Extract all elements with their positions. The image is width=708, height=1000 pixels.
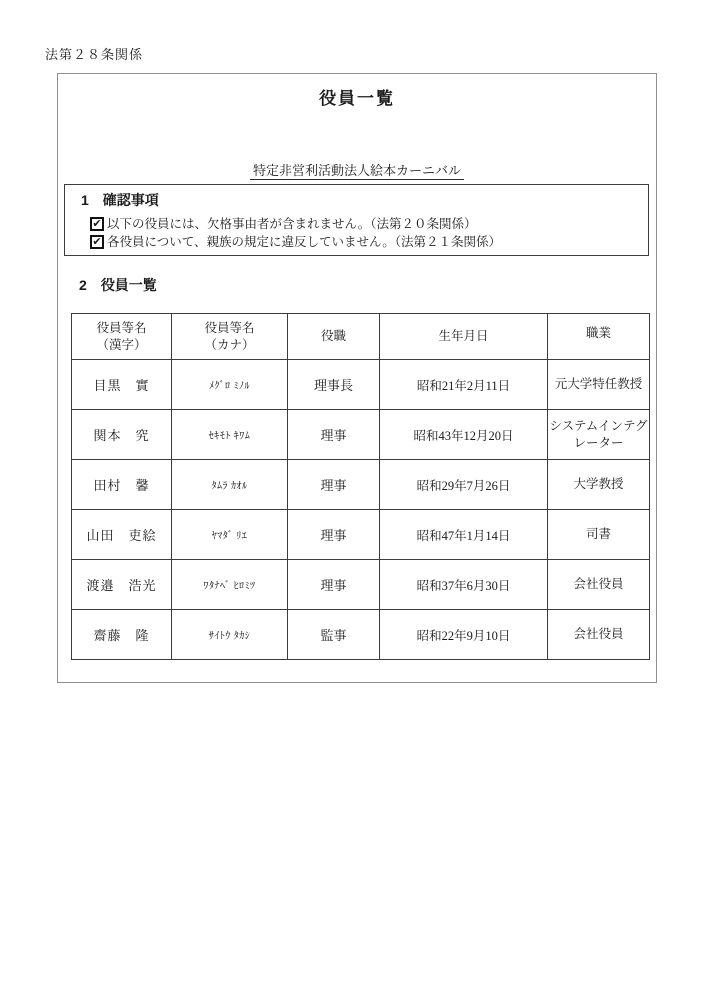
header-text-line: 役員等名	[96, 320, 147, 335]
confirmation-item-text: 以下の役員には、欠格事由者が含まれません。（法第２０条関係）	[107, 217, 477, 231]
confirmation-items	[90, 215, 501, 251]
organization-name	[58, 160, 656, 179]
officer-role: 理事長	[288, 360, 380, 410]
page-title: 役員一覧	[319, 89, 395, 108]
officer-name-kanji: 田村 馨	[72, 460, 172, 510]
confirmation-heading-number: 1	[81, 192, 89, 208]
officer-occupation: システムインテグレーター	[548, 410, 650, 460]
officer-name-kanji: 関本 究	[72, 410, 172, 460]
officers-heading-text: 役員一覧	[100, 277, 157, 293]
col-header-occupation	[548, 314, 650, 360]
col-header-birthdate	[380, 314, 548, 360]
header-text-line: 生年月日	[438, 329, 489, 343]
officer-occupation: 会社役員	[548, 560, 650, 610]
confirmation-heading-text: 確認事項	[102, 192, 159, 208]
officer-occupation: 元大学特任教授	[548, 360, 650, 410]
officer-row	[72, 560, 650, 610]
officer-name-kanji: 目黒 實	[72, 360, 172, 410]
officer-row	[72, 460, 650, 510]
table-header-row	[72, 314, 650, 360]
col-header-name-kana	[172, 314, 288, 360]
confirmation-item	[90, 233, 501, 251]
col-header-role	[288, 314, 380, 360]
officer-name-kanji: 齋藤 隆	[72, 610, 172, 660]
header-text-line: （漢字）	[96, 337, 147, 352]
header-text-line: 役職	[320, 329, 346, 343]
officer-birthdate: 昭和47年1月14日	[380, 510, 548, 560]
confirmation-item	[90, 215, 501, 233]
officer-name-kana: ｻｲﾄｳ ﾀｶｼ	[172, 610, 288, 660]
officer-name-kana: ｾｷﾓﾄ ｷﾜﾑ	[172, 410, 288, 460]
officer-birthdate: 昭和37年6月30日	[380, 560, 548, 610]
officer-name-kanji: 山田 吏絵	[72, 510, 172, 560]
confirmation-item-text: 各役員について、親族の規定に違反していません。（法第２１条関係）	[107, 235, 502, 249]
officer-occupation: 司書	[548, 510, 650, 560]
officer-row	[72, 360, 650, 410]
officers-heading-number: 2	[79, 277, 87, 293]
officer-birthdate: 昭和43年12月20日	[380, 410, 548, 460]
confirmation-section	[64, 184, 649, 256]
officer-birthdate: 昭和21年2月11日	[380, 360, 548, 410]
officer-birthdate: 昭和29年7月26日	[380, 460, 548, 510]
document-frame	[57, 73, 657, 683]
officer-role: 理事	[288, 560, 380, 610]
checkbox-checked-icon[interactable]: ✔	[90, 235, 104, 249]
organization-name-text: 特定非営利活動法人絵本カーニバル	[250, 163, 464, 180]
officer-birthdate: 昭和22年9月10日	[380, 610, 548, 660]
officer-occupation: 会社役員	[548, 610, 650, 660]
officer-role: 監事	[288, 610, 380, 660]
officer-row	[72, 410, 650, 460]
officer-name-kana: ﾜﾀﾅﾍﾞ ﾋﾛﾐﾂ	[172, 560, 288, 610]
officer-name-kana: ﾔﾏﾀﾞ ﾘｴ	[172, 510, 288, 560]
officer-role: 理事	[288, 510, 380, 560]
officer-role: 理事	[288, 410, 380, 460]
confirmation-heading	[81, 190, 159, 210]
officer-role: 理事	[288, 460, 380, 510]
officers-table	[71, 313, 649, 660]
officer-name-kana: ﾀﾑﾗ ｶｵﾙ	[172, 460, 288, 510]
officer-name-kanji: 渡邉 浩光	[72, 560, 172, 610]
officer-row	[72, 510, 650, 560]
header-text-line: 役員等名	[204, 320, 255, 335]
checkbox-checked-icon[interactable]: ✔	[90, 217, 104, 231]
officers-section-heading	[79, 275, 157, 295]
officer-row	[72, 610, 650, 660]
officer-name-kana: ﾒｸﾞﾛ ﾐﾉﾙ	[172, 360, 288, 410]
law-reference-label: 法第２８条関係	[45, 47, 144, 62]
header-text-line: （カナ）	[204, 337, 255, 352]
header-text-line: 職業	[585, 325, 611, 340]
col-header-name-kanji	[72, 314, 172, 360]
officer-occupation: 大学教授	[548, 460, 650, 510]
